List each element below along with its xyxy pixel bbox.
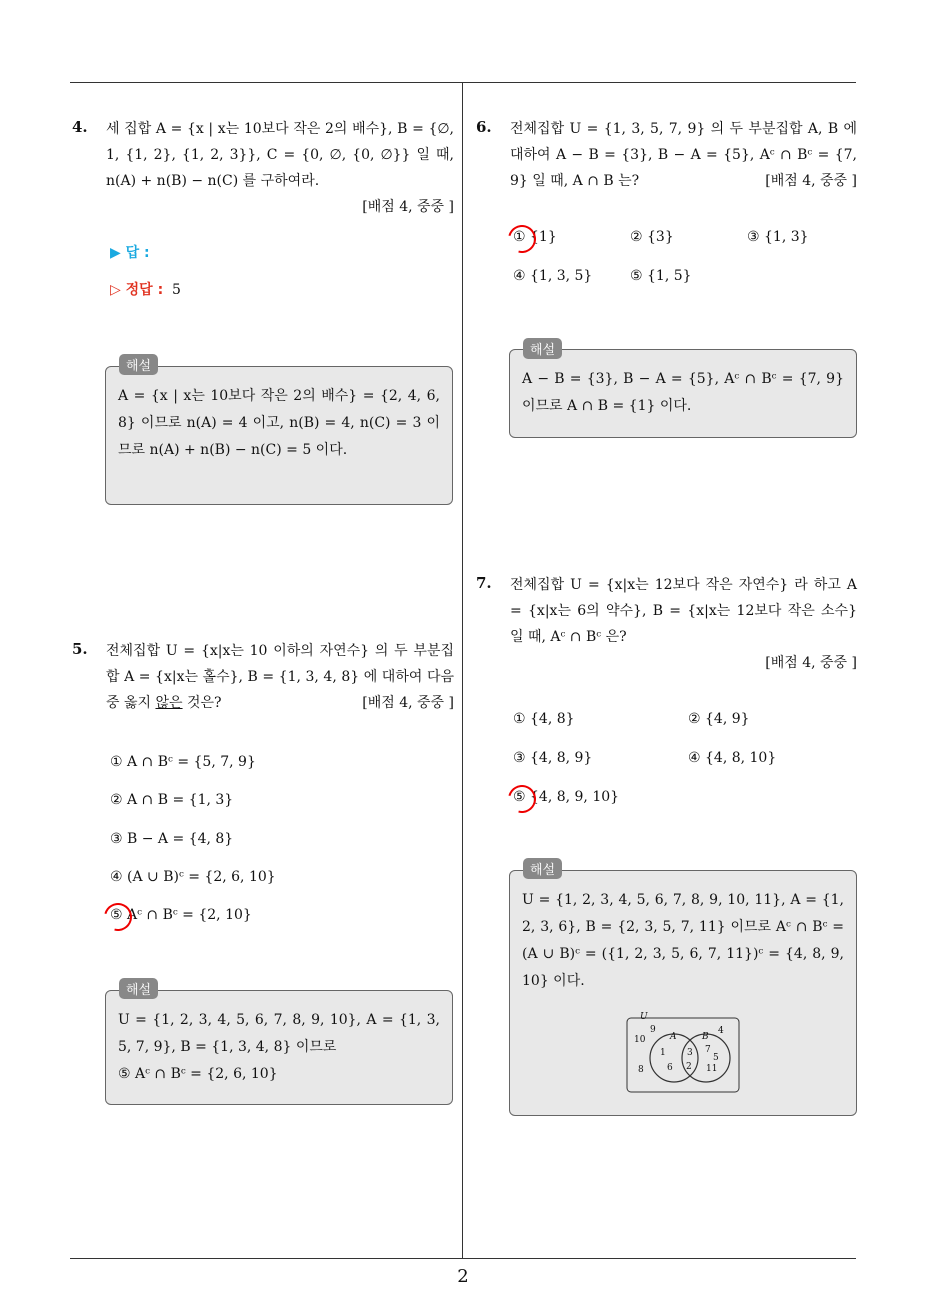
q4-correct-answer xyxy=(110,279,181,299)
top-rule xyxy=(70,82,856,83)
q4-number: 4. xyxy=(72,118,88,136)
q5-solution-line2: ⑤ Aᶜ ∩ Bᶜ = {2, 6, 10} xyxy=(118,1066,278,1082)
q6-answer-mark xyxy=(503,220,541,258)
q7-solution-text: U = {1, 2, 3, 4, 5, 6, 7, 8, 9, 10, 11}, A = {1, 2, 3, 6}, B = {2, 3, 5, 7, 11} 이므로 Aᶜ ∩ Bᶜ = (A ∪ B)ᶜ = ({1, 2, 3, 5, 6, 7, 11})ᶜ = {4, 8, 9, 10} 이다. xyxy=(522,892,844,989)
q4-question-text: 세 집합 A = {x | x는 10보다 작은 2의 배수}, B = {∅, 1, {1, 2}, {1, 2, 3}}, C = {0, ∅, {0, ∅}} 일 때, n(A) + n(B) − n(C) 를 구하여라. xyxy=(106,121,454,189)
q5-solution-tag: 해설 xyxy=(119,978,158,999)
q7-choice-1[interactable]: ① {4, 8} xyxy=(513,711,575,727)
venn-a-label: A xyxy=(670,1032,677,1042)
correct-value: 5 xyxy=(172,282,181,298)
q4-solution-tag: 해설 xyxy=(119,354,158,375)
venn-n11: 11 xyxy=(706,1064,718,1074)
q7-solution-tag: 해설 xyxy=(523,858,562,879)
q5-answer-mark xyxy=(99,898,137,936)
q5-text-part1: 전체집합 U = {x|x는 10 이하의 자연수} 의 두 부분집합 A = {x|x는 홀수}, B = {1, 3, 4, 8} 에 대하여 다음 중 옳지 xyxy=(106,643,454,711)
q6-solution-tag: 해설 xyxy=(523,338,562,359)
venn-b-label: B xyxy=(702,1032,709,1042)
q5-choice-1[interactable]: ① A ∩ Bᶜ = {5, 7, 9} xyxy=(110,754,256,770)
q5-number: 5. xyxy=(72,640,88,658)
q5-choice-5[interactable]: ⑤ Aᶜ ∩ Bᶜ = {2, 10} xyxy=(110,907,252,923)
q6-number: 6. xyxy=(476,118,492,136)
q6-points: [배점 4, 중중 ] xyxy=(765,173,857,189)
q7-points: [배점 4, 중중 ] xyxy=(765,655,857,671)
q5-points: [배점 4, 중중 ] xyxy=(362,695,454,711)
venn-n9: 9 xyxy=(650,1025,656,1035)
q5-solution-box xyxy=(105,990,453,1105)
q7-choice-5[interactable]: ⑤ {4, 8, 9, 10} xyxy=(513,789,620,805)
venn-n1: 1 xyxy=(660,1048,666,1058)
q5-choice-2[interactable]: ② A ∩ B = {1, 3} xyxy=(110,792,234,808)
q4-points: [배점 4, 중중 ] xyxy=(362,199,454,215)
q7-choice-2[interactable]: ② {4, 9} xyxy=(688,711,750,727)
q6-solution-text: A − B = {3}, B − A = {5}, Aᶜ ∩ Bᶜ = {7, 9} 이므로 A ∩ B = {1} 이다. xyxy=(522,371,844,414)
q6-choice-4[interactable]: ④ {1, 3, 5} xyxy=(513,268,593,284)
q5-choice-3[interactable]: ③ B − A = {4, 8} xyxy=(110,831,234,847)
q6-choice-5[interactable]: ⑤ {1, 5} xyxy=(630,268,692,284)
q4-solution-text: A = {x | x는 10보다 작은 2의 배수} = {2, 4, 6, 8} 이므로 n(A) = 4 이고, n(B) = 4, n(C) = 3 이므로 n(A) + n(B) − n(C) = 5 이다. xyxy=(118,388,440,458)
q7-block xyxy=(510,572,857,676)
correct-label: ▷ 정답 : xyxy=(110,282,164,298)
answer-prompt: ▶ 답 : xyxy=(110,245,150,261)
column-divider xyxy=(462,83,463,1258)
venn-n6: 6 xyxy=(667,1063,673,1073)
q7-question-text: 전체집합 U = {x|x는 12보다 작은 자연수} 라 하고 A = {x|x는 6의 약수}, B = {x|x는 12보다 작은 소수} 일 때, Aᶜ ∩ Bᶜ 은? xyxy=(510,577,857,645)
venn-n5: 5 xyxy=(713,1053,719,1063)
q6-question-text: 전체집합 U = {1, 3, 5, 7, 9} 의 두 부분집합 A, B 에 대하여 A − B = {3}, B − A = {5}, Aᶜ ∩ Bᶜ = {7, 9} 일 때, A ∩ B 는? xyxy=(510,121,857,189)
venn-n10: 10 xyxy=(634,1035,646,1045)
venn-n8: 8 xyxy=(638,1065,644,1075)
bottom-rule xyxy=(70,1258,856,1259)
q5-choice-4[interactable]: ④ (A ∪ B)ᶜ = {2, 6, 10} xyxy=(110,869,276,885)
q4-solution-box xyxy=(105,366,453,505)
q7-choice-3[interactable]: ③ {4, 8, 9} xyxy=(513,750,593,766)
q7-answer-mark xyxy=(503,780,541,818)
venn-n3: 3 xyxy=(687,1048,693,1058)
q6-choice-1[interactable]: ① {1} xyxy=(513,229,557,245)
q7-number: 7. xyxy=(476,574,492,592)
venn-diagram xyxy=(622,1010,742,1094)
q4-block xyxy=(106,116,454,220)
venn-n4: 4 xyxy=(718,1026,724,1036)
q5-text-part2: 것은? xyxy=(182,695,222,711)
page-number: 2 xyxy=(457,1266,469,1287)
q7-choice-4[interactable]: ④ {4, 8, 10} xyxy=(688,750,777,766)
q6-solution-box xyxy=(509,349,857,438)
q5-solution-line1: U = {1, 2, 3, 4, 5, 6, 7, 8, 9, 10}, A = {1, 3, 5, 7, 9}, B = {1, 3, 4, 8} 이므로 xyxy=(118,1012,440,1055)
q4-answer-label xyxy=(110,242,150,262)
q5-text-underlined: 않은 xyxy=(155,695,183,711)
q6-choice-2[interactable]: ② {3} xyxy=(630,229,674,245)
q5-block xyxy=(106,638,454,716)
venn-u-label: U xyxy=(640,1012,648,1022)
q6-choice-3[interactable]: ③ {1, 3} xyxy=(747,229,809,245)
q6-block xyxy=(510,116,857,194)
venn-n7: 7 xyxy=(705,1045,711,1055)
venn-n2: 2 xyxy=(686,1062,692,1072)
